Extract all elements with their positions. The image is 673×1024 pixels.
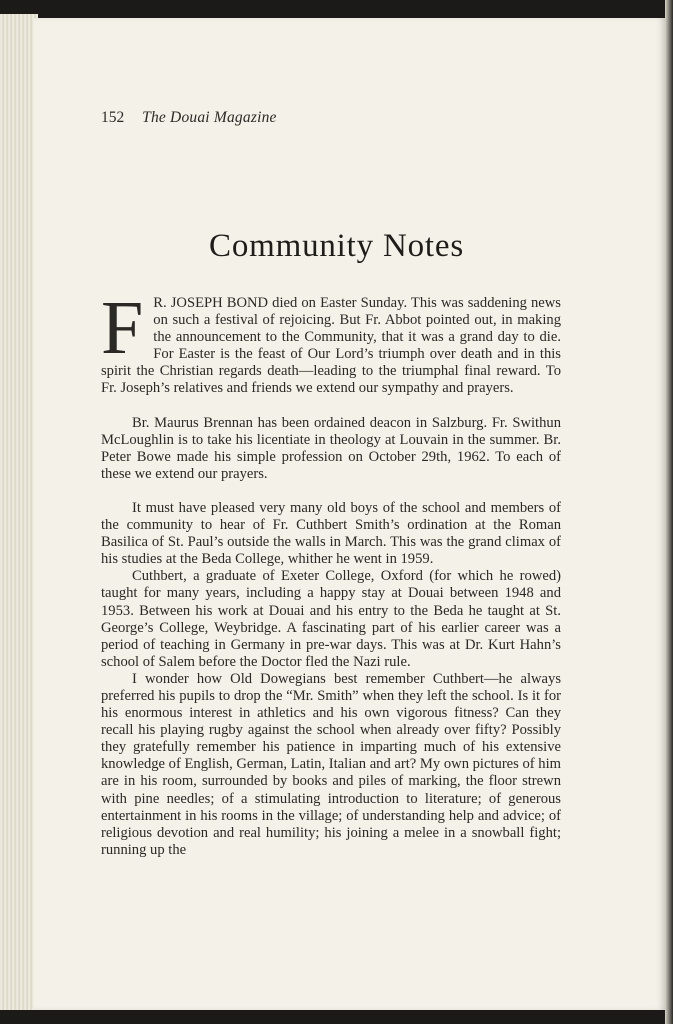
running-head <box>101 109 277 127</box>
paragraph-cuthbert-ordination: It must have pleased very many old boys of the school and members of the community to hear of Fr. Cuthbert Smith’s ordination at the Roman Basilica of St. Paul’s outside the walls in March. This was the grand climax of his studies at the Beda College, whither he went in 1959. <box>101 499 561 568</box>
paragraph-cuthbert-memories: I wonder how Old Dowegians best remember Cuthbert—he always preferred his pupils to drop the “Mr. Smith” when they left the school. Is it for his enormous interest in athletics and his own vigorous fitness? Can they recall his playing rugby against the school when already over fifty? Possibly they gratefully remember his patience in imparting much of his extensive knowledge of English, German, Latin, Italian and art? My own pictures of him are in his room, surrounded by books and piles of marking, the floor strewn with pine needles; of a stimulating introduction to literature; of generous entertainment in his rooms in the village; of understanding help and advice; of religious devotion and real humility; his joining a melee in a snowball fight; running up the <box>101 670 561 858</box>
paragraph-text: R. JOSEPH BOND died on Easter Sunday. This was saddening news on such a festival of rejoicing. But Fr. Abbot pointed out, in making the announcement to the Community, that it was a grand day to die. For Easter is the feast of Our Lord’s triumph over death and in this spirit the Christian regards death—leading to the triumphal final reward. To Fr. Joseph’s relatives and friends we extend our sympathy and prayers. <box>101 295 561 397</box>
page-number: 152 <box>101 109 125 126</box>
paragraph-ordinations: Br. Maurus Brennan has been ordained deacon in Salzburg. Fr. Swithun McLoughlin is to take his licentiate in theology at Louvain in the summer. Br. Peter Bowe made his simple profession on October 29th, 1962. To each of these we extend our prayers. <box>101 414 561 482</box>
article-body <box>101 286 561 859</box>
page-gutter <box>665 0 673 1024</box>
article-title: Community Notes <box>209 228 464 264</box>
page-edges <box>0 14 38 1010</box>
paragraph-cuthbert-career: Cuthbert, a graduate of Exeter College, Oxford (for which he rowed) taught for many years, including a happy stay at Douai between 1948 and 1953. Between his work at Douai and his entry to the Beda he taught at St. George’s College, Weybridge. A fascinating part of his earlier career was a period of teaching in Germany in pre-war days. This was at Dr. Kurt Hahn’s school of Salem before the Doctor fled the Nazi rule. <box>101 568 561 670</box>
paragraph-obituary <box>101 286 561 398</box>
drop-cap: F <box>101 286 144 370</box>
magazine-title: The Douai Magazine <box>142 109 277 126</box>
